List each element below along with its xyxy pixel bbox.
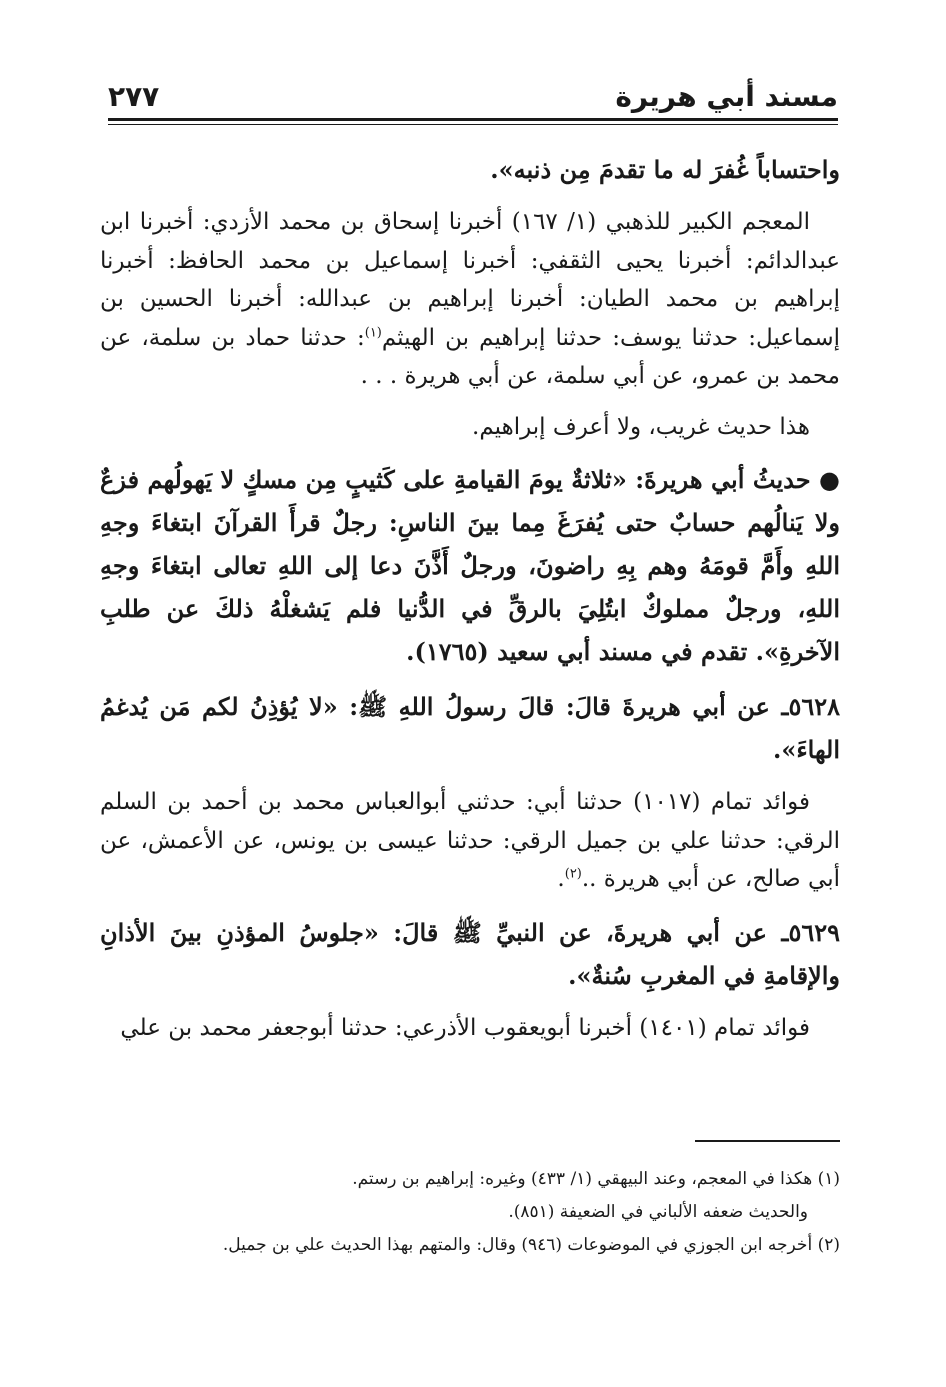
paragraph-hadith-5629: ٥٦٢٩ـ عن أبي هريرةَ، عن النبيِّ ﷺ قالَ: «جلوسُ المؤذنِ بينَ الأذانِ والإقامةِ في المغربِ سُنةٌ». [100,917,840,990]
isnad-2-text: فوائد تمام (١٠١٧) حدثنا أبي: حدثني أبوالعباس محمد بن أحمد بن السلم الرقي: حدثنا علي بن جميل الرقي: حدثنا عيسى بن يونس، عن الأعمش، عن أبي صالح، عن أبي هريرة .. [100,789,840,892]
main-text [100,148,840,1059]
paragraph-hadith-ending: واحتساباً غُفرَ له ما تقدمَ مِن ذنبه». [490,155,840,184]
footnote-ref-2: (٢) [564,866,582,882]
page-header [108,78,838,118]
footnote-1-continuation: والحديث ضعفه الألباني في الضعيفة (٨٥١). [508,1202,808,1222]
footnote-1: (١) هكذا في المعجم، وعند البيهقي (١/ ٤٣٣) وغيره: إبراهيم بن رستم. [352,1169,840,1189]
paragraph-isnad-1 [100,203,840,396]
isnad-1-text-cont: : حدثنا حماد بن سلمة، عن محمد بن عمرو، عن أبي سلمة، عن أبي هريرة . . . [100,324,840,389]
footnotes [100,1163,840,1262]
isnad-1-text: المعجم الكبير للذهبي (١/ ١٦٧) أخبرنا إسحاق بن محمد الأزدي: أخبرنا ابن عبدالدائم: أخبرنا يحيى الثقفي: أخبرنا إسماعيل بن محمد الحافظ: أخبرنا إبراهيم بن محمد الطيان: أخبرنا إبراهيم بن عبدالله: أخبرنا الحسين بن إسماعيل: حدثنا يوسف: حدثنا إبراهيم بن الهيثم [100,209,840,351]
isnad-2-end: . [557,866,565,892]
paragraph-comment: هذا حديث غريب، ولا أعرف إبراهيم. [472,413,810,440]
paragraph-hadith-thalatha: ● حديثُ أبي هريرةَ: «ثلاثةٌ يومَ القيامةِ على كَثيبٍ مِن مسكٍ لا يَهولُهم فزعٌ ولا يَنالُهم حسابٌ حتى يُفرَغَ مِما بينَ الناسِ: رجلٌ قرأَ القرآنَ ابتغاءَ وجهِ اللهِ وأَمَّ قومَهُ وهم بِهِ راضونَ، ورجلٌ أَذَّنَ دعا إلى اللهِ تعالى ابتغاءَ وجهِ اللهِ، ورجلٌ مملوكٌ ابتُلِيَ بالرقِّ في الدُّنيا فلم يَشغلْهُ ذلكَ عن طلبِ الآخرةِ». تقدم في مسند أبي سعيد (١٧٦٥). [100,465,840,666]
header-rule-thick [108,118,838,121]
footnote-2: (٢) أخرجه ابن الجوزي في الموضوعات (٩٤٦) وقال: والمتهم بهذا الحديث علي بن جميل. [222,1235,840,1255]
running-head-title: مسند أبي هريرة [615,80,838,113]
paragraph-isnad-2 [100,783,840,899]
header-rule-thin [108,124,838,125]
footnote-ref-1: (١) [364,324,382,340]
footnote-separator [695,1140,840,1142]
paragraph-isnad-3: فوائد تمام (١٤٠١) أخبرنا أبويعقوب الأذرعي: حدثنا أبوجعفر محمد بن علي [120,1014,810,1041]
paragraph-hadith-5628: ٥٦٢٨ـ عن أبي هريرةَ قالَ: قالَ رسولُ اللهِ ﷺ: «لا يُؤذِنُ لكم مَن يُدغمُ الهاءَ». [100,692,840,764]
page-number: ٢٧٧ [108,80,160,113]
